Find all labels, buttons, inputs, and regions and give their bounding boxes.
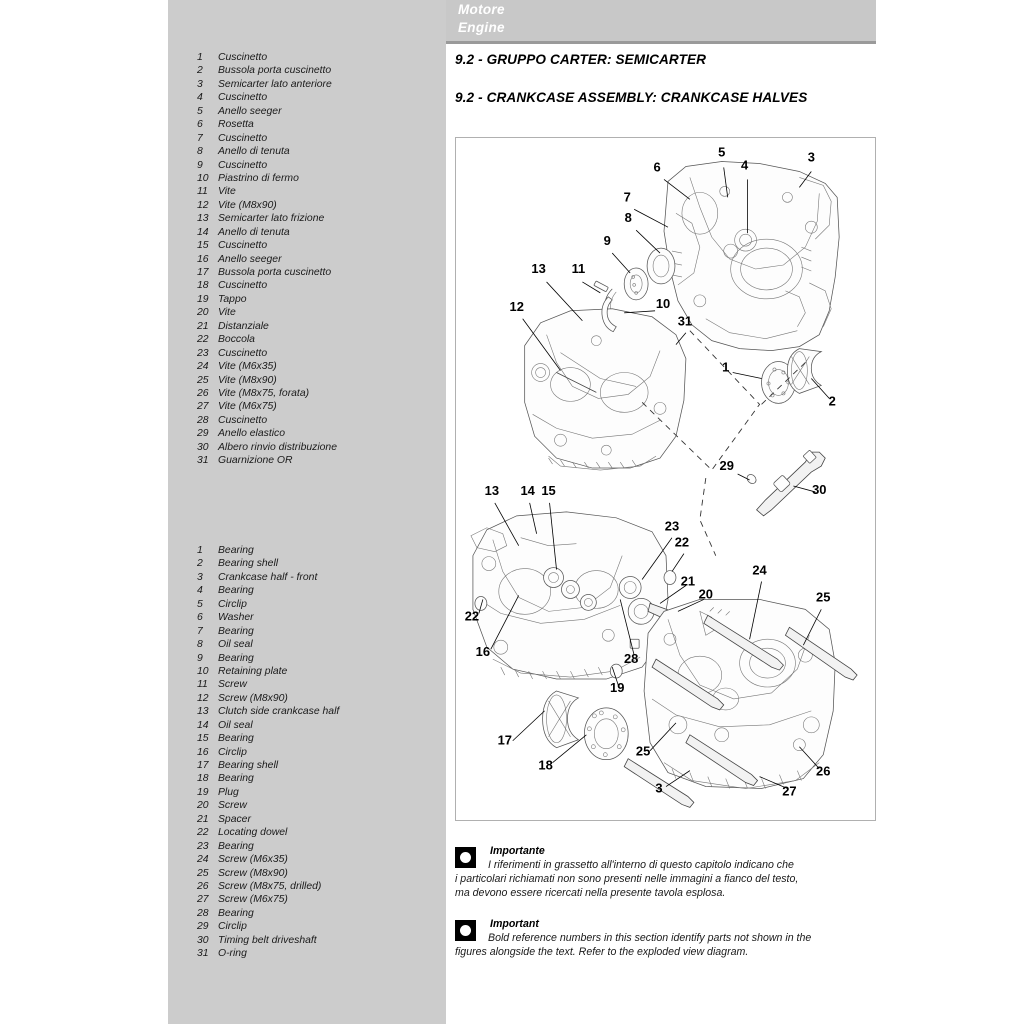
part-number: 6 <box>197 612 203 624</box>
part-name: Bearing <box>218 625 254 637</box>
note-it-line1: I riferimenti in grassetto all'interno di questo capitolo indicano che <box>488 859 794 871</box>
part-row <box>197 239 447 252</box>
part-name: Spacer <box>218 813 251 825</box>
language-header-english: Engine <box>458 20 505 35</box>
part-row <box>197 454 447 467</box>
part-row <box>197 360 447 373</box>
part-name: Bearing <box>218 840 254 852</box>
part-name: Anello di tenuta <box>218 226 290 238</box>
part-name: Semicarter lato frizione <box>218 213 325 225</box>
part-number: 3 <box>197 78 203 90</box>
diagram-callout: 23 <box>664 518 680 534</box>
part-name: Bussola porta cuscinetto <box>218 65 332 77</box>
part-row <box>197 279 447 292</box>
part-row <box>197 293 447 306</box>
part-name: Bearing shell <box>218 558 279 570</box>
part-name: Vite (M6x35) <box>218 361 277 373</box>
part-name: Guarnizione OR <box>218 455 293 467</box>
part-number: 11 <box>197 679 208 691</box>
part-number: 18 <box>197 773 209 785</box>
diagram-callout: 27 <box>782 783 797 799</box>
diagram-callout: 7 <box>623 189 631 205</box>
note-en-line2: figures alongside the text. Refer to the exploded view diagram. <box>455 946 749 959</box>
part-row <box>197 638 447 651</box>
part-row <box>197 746 447 759</box>
part-number: 10 <box>197 665 209 677</box>
part-number: 16 <box>197 253 209 265</box>
part-number: 25 <box>197 374 209 386</box>
part-name: Rosetta <box>218 119 254 131</box>
part-number: 26 <box>197 387 209 399</box>
part-number: 13 <box>197 213 209 225</box>
part-row <box>197 907 447 920</box>
bearing-and-shell-right <box>762 349 822 404</box>
diagram-callout: 5 <box>718 144 726 160</box>
diagram-callout: 18 <box>538 757 553 773</box>
part-row <box>197 719 447 732</box>
part-row <box>197 347 447 360</box>
part-row <box>197 253 447 266</box>
note-body-italian <box>455 858 876 901</box>
diagram-callout: 10 <box>655 295 671 311</box>
diagram-callout: 3 <box>655 780 663 796</box>
note-title-italian: Importante <box>490 845 545 857</box>
part-row <box>197 199 447 212</box>
part-number: 2 <box>197 558 203 570</box>
note-body-english <box>455 931 876 959</box>
part-number: 31 <box>197 455 209 467</box>
important-icon <box>455 920 476 941</box>
part-row <box>197 427 447 440</box>
part-name: Vite <box>218 186 236 198</box>
part-name: Screw (M8x75, drilled) <box>218 880 322 892</box>
part-row <box>197 387 447 400</box>
diagram-callout: 13 <box>531 260 546 276</box>
part-name: Bussola porta cuscinetto <box>218 267 332 278</box>
language-header-italian: Motore <box>458 2 505 17</box>
diagram-callout: 22 <box>464 608 480 624</box>
part-name: Screw <box>218 679 247 691</box>
diagram-callout: 8 <box>624 210 632 226</box>
part-row <box>197 91 447 104</box>
part-row <box>197 893 447 906</box>
diagram-callout: 14 <box>520 482 535 498</box>
part-row <box>197 678 447 691</box>
note-it-line2: i particolari richiamati non sono presenti nelle immagini a fianco del testo, <box>455 873 799 886</box>
diagram-callout: 31 <box>677 313 693 329</box>
part-name: Albero rinvio distribuzione <box>218 441 337 453</box>
part-number: 9 <box>197 652 203 664</box>
part-row <box>197 172 447 185</box>
part-name: Clutch side crankcase half <box>218 706 340 718</box>
part-row <box>197 772 447 785</box>
part-row <box>197 185 447 198</box>
part-row <box>197 159 447 172</box>
diagram-callout: 2 <box>828 393 836 409</box>
part-number: 23 <box>197 840 209 852</box>
part-name: Semicarter lato anteriore <box>218 78 332 90</box>
part-name: Cuscinetto <box>218 52 268 63</box>
part-name: Vite (M8x90) <box>218 374 277 386</box>
part-row <box>197 799 447 812</box>
diagram-callout: 26 <box>816 763 831 779</box>
parts-list-italian <box>197 51 447 468</box>
diagram-callout: 22 <box>674 534 690 550</box>
part-number: 9 <box>197 159 203 171</box>
part-number: 7 <box>197 132 203 144</box>
part-row <box>197 732 447 745</box>
part-number: 14 <box>197 226 209 238</box>
diagram-callout: 21 <box>680 573 696 589</box>
part-row <box>197 105 447 118</box>
part-number: 1 <box>197 52 203 63</box>
part-number: 12 <box>197 692 209 704</box>
part-row <box>197 759 447 772</box>
part-row <box>197 64 447 77</box>
part-row <box>197 320 447 333</box>
part-row <box>197 598 447 611</box>
part-number: 4 <box>197 585 203 597</box>
part-row <box>197 692 447 705</box>
part-name: Tappo <box>218 293 247 305</box>
part-row <box>197 867 447 880</box>
part-number: 20 <box>197 307 209 319</box>
part-name: Cuscinetto <box>218 92 268 104</box>
part-number: 26 <box>197 880 209 892</box>
part-number: 14 <box>197 719 209 731</box>
part-name: Bearing <box>218 652 254 664</box>
part-row <box>197 78 447 91</box>
part-name: Anello di tenuta <box>218 146 290 158</box>
part-name: Cuscinetto <box>218 240 268 252</box>
part-number: 12 <box>197 199 209 211</box>
part-name: Vite <box>218 307 236 319</box>
diagram-callout: 1 <box>722 359 730 375</box>
part-row <box>197 544 447 557</box>
part-number: 22 <box>197 827 209 839</box>
part-number: 27 <box>197 401 209 413</box>
part-row <box>197 571 447 584</box>
part-number: 30 <box>197 441 209 453</box>
part-name: Cuscinetto <box>218 414 268 426</box>
part-row <box>197 920 447 933</box>
part-number: 22 <box>197 334 209 346</box>
part-row <box>197 441 447 454</box>
part-row <box>197 212 447 225</box>
part-number: 10 <box>197 172 209 184</box>
part-number: 28 <box>197 414 209 426</box>
part-row <box>197 665 447 678</box>
part-name: Screw (M8x90) <box>218 692 288 704</box>
part-name: Crankcase half - front <box>218 571 318 583</box>
part-number: 19 <box>197 293 209 305</box>
part-row <box>197 652 447 665</box>
part-number: 6 <box>197 119 203 131</box>
part-name: Piastrino di fermo <box>218 172 299 184</box>
part-name: Washer <box>218 612 254 624</box>
part-row <box>197 266 447 279</box>
part-name: Boccola <box>218 334 255 346</box>
part-row <box>197 840 447 853</box>
diagram-callout: 25 <box>816 589 831 605</box>
crankcase-exploded-drawing <box>456 138 875 820</box>
part-row <box>197 118 447 131</box>
diagram-callout: 12 <box>509 298 524 314</box>
part-row <box>197 333 447 346</box>
part-name: Screw <box>218 800 247 812</box>
part-number: 5 <box>197 105 203 117</box>
part-row <box>197 51 447 64</box>
part-number: 24 <box>197 361 209 373</box>
part-name: Screw (M6x75) <box>218 894 288 906</box>
diagram-callout: 30 <box>812 481 827 497</box>
diagram-callout: 9 <box>603 233 611 249</box>
diagram-callout: 19 <box>610 679 625 695</box>
note-important-italian <box>455 845 876 901</box>
part-row <box>197 374 447 387</box>
part-number: 15 <box>197 733 209 745</box>
diagram-callout: 6 <box>653 159 661 175</box>
part-number: 2 <box>197 65 203 77</box>
diagram-callout: 28 <box>623 651 639 667</box>
part-name: Circlip <box>218 921 247 933</box>
part-name: Screw (M8x90) <box>218 867 288 879</box>
part-number: 8 <box>197 639 203 651</box>
diagram-callout: 13 <box>484 482 500 498</box>
part-name: Cuscinetto <box>218 159 268 171</box>
note-title-english: Important <box>490 918 539 930</box>
diagram-callout: 11 <box>571 260 586 276</box>
part-row <box>197 584 447 597</box>
part-name: Oil seal <box>218 719 253 731</box>
part-name: Anello elastico <box>218 428 286 440</box>
exploded-view-diagram <box>455 137 876 821</box>
part-name: Timing belt driveshaft <box>218 934 317 946</box>
part-name: Bearing <box>218 585 254 597</box>
diagram-callout: 15 <box>541 482 556 498</box>
part-number: 28 <box>197 907 209 919</box>
part-row <box>197 826 447 839</box>
part-name: Screw (M6x35) <box>218 854 288 866</box>
part-row <box>197 947 447 960</box>
part-row <box>197 853 447 866</box>
part-row <box>197 132 447 145</box>
part-name: Plug <box>218 786 239 798</box>
part-row <box>197 813 447 826</box>
part-name: Circlip <box>218 598 247 610</box>
part-name: Bearing shell <box>218 760 279 771</box>
part-number: 21 <box>197 320 209 332</box>
part-number: 1 <box>197 545 203 556</box>
part-row <box>197 786 447 799</box>
part-number: 17 <box>197 267 209 278</box>
diagram-callout: 4 <box>741 157 749 173</box>
diagram-callout: 20 <box>698 586 713 602</box>
diagram-callout: 17 <box>497 732 512 748</box>
crankcase-half-clutch-upper <box>525 309 686 470</box>
part-name: Retaining plate <box>218 665 288 677</box>
part-name: Locating dowel <box>218 827 288 839</box>
part-name: Cuscinetto <box>218 347 268 359</box>
note-it-line3: ma devono essere ricercati nella presente tavola esplosa. <box>455 887 726 900</box>
part-row <box>197 934 447 947</box>
part-number: 18 <box>197 280 209 292</box>
part-name: Distanziale <box>218 320 269 332</box>
part-name: Bearing <box>218 907 254 919</box>
part-row <box>197 880 447 893</box>
part-number: 8 <box>197 146 203 158</box>
part-number: 30 <box>197 934 209 946</box>
part-number: 3 <box>197 571 203 583</box>
part-row <box>197 226 447 239</box>
part-number: 29 <box>197 428 209 440</box>
part-number: 19 <box>197 786 209 798</box>
part-name: Bearing <box>218 733 254 745</box>
title-italian: 9.2 - GRUPPO CARTER: SEMICARTER <box>455 52 707 67</box>
part-number: 25 <box>197 867 209 879</box>
part-name: Anello seeger <box>218 105 282 117</box>
part-number: 23 <box>197 347 209 359</box>
part-number: 4 <box>197 92 203 104</box>
part-number: 27 <box>197 894 209 906</box>
bearing-shell-and-bearing-lower <box>543 691 629 760</box>
part-row <box>197 557 447 570</box>
part-name: Circlip <box>218 746 247 758</box>
part-name: Cuscinetto <box>218 132 268 144</box>
part-name: Oil seal <box>218 639 253 651</box>
diagram-callout: 3 <box>807 149 815 165</box>
part-name: Cuscinetto <box>218 280 268 292</box>
diagram-callout: 24 <box>752 562 767 578</box>
part-number: 15 <box>197 240 209 252</box>
note-important-english <box>455 918 876 959</box>
part-number: 21 <box>197 813 209 825</box>
diagram-callout: 29 <box>719 458 734 474</box>
part-number: 17 <box>197 760 209 771</box>
crankcase-half-clutch-lower <box>471 512 668 679</box>
part-number: 16 <box>197 746 209 758</box>
part-name: Vite (M8x90) <box>218 199 277 211</box>
part-name: Vite (M8x75, forata) <box>218 387 310 399</box>
part-number: 20 <box>197 800 209 812</box>
diagram-callout: 25 <box>635 743 651 759</box>
note-en-line1: Bold reference numbers in this section identify parts not shown in the <box>488 932 812 944</box>
part-number: 31 <box>197 948 209 960</box>
part-row <box>197 400 447 413</box>
part-number: 11 <box>197 186 208 198</box>
part-row <box>197 625 447 638</box>
parts-list-english <box>197 544 447 961</box>
diagram-callout: 16 <box>475 644 491 660</box>
part-name: Bearing <box>218 773 254 785</box>
part-name: O-ring <box>218 948 247 960</box>
part-number: 29 <box>197 921 209 933</box>
part-row <box>197 145 447 158</box>
part-row <box>197 705 447 718</box>
part-name: Bearing <box>218 545 254 556</box>
part-row <box>197 414 447 427</box>
part-row <box>197 306 447 319</box>
title-english: 9.2 - CRANKCASE ASSEMBLY: CRANKCASE HALVES <box>455 90 808 105</box>
part-row <box>197 611 447 624</box>
part-name: Anello seeger <box>218 253 282 265</box>
part-number: 5 <box>197 598 203 610</box>
crankcase-half-front-lower <box>644 599 835 788</box>
part-name: Vite (M6x75) <box>218 401 277 413</box>
language-header-block <box>446 0 876 44</box>
part-number: 13 <box>197 706 209 718</box>
important-icon <box>455 847 476 868</box>
part-number: 7 <box>197 625 203 637</box>
part-number: 24 <box>197 854 209 866</box>
